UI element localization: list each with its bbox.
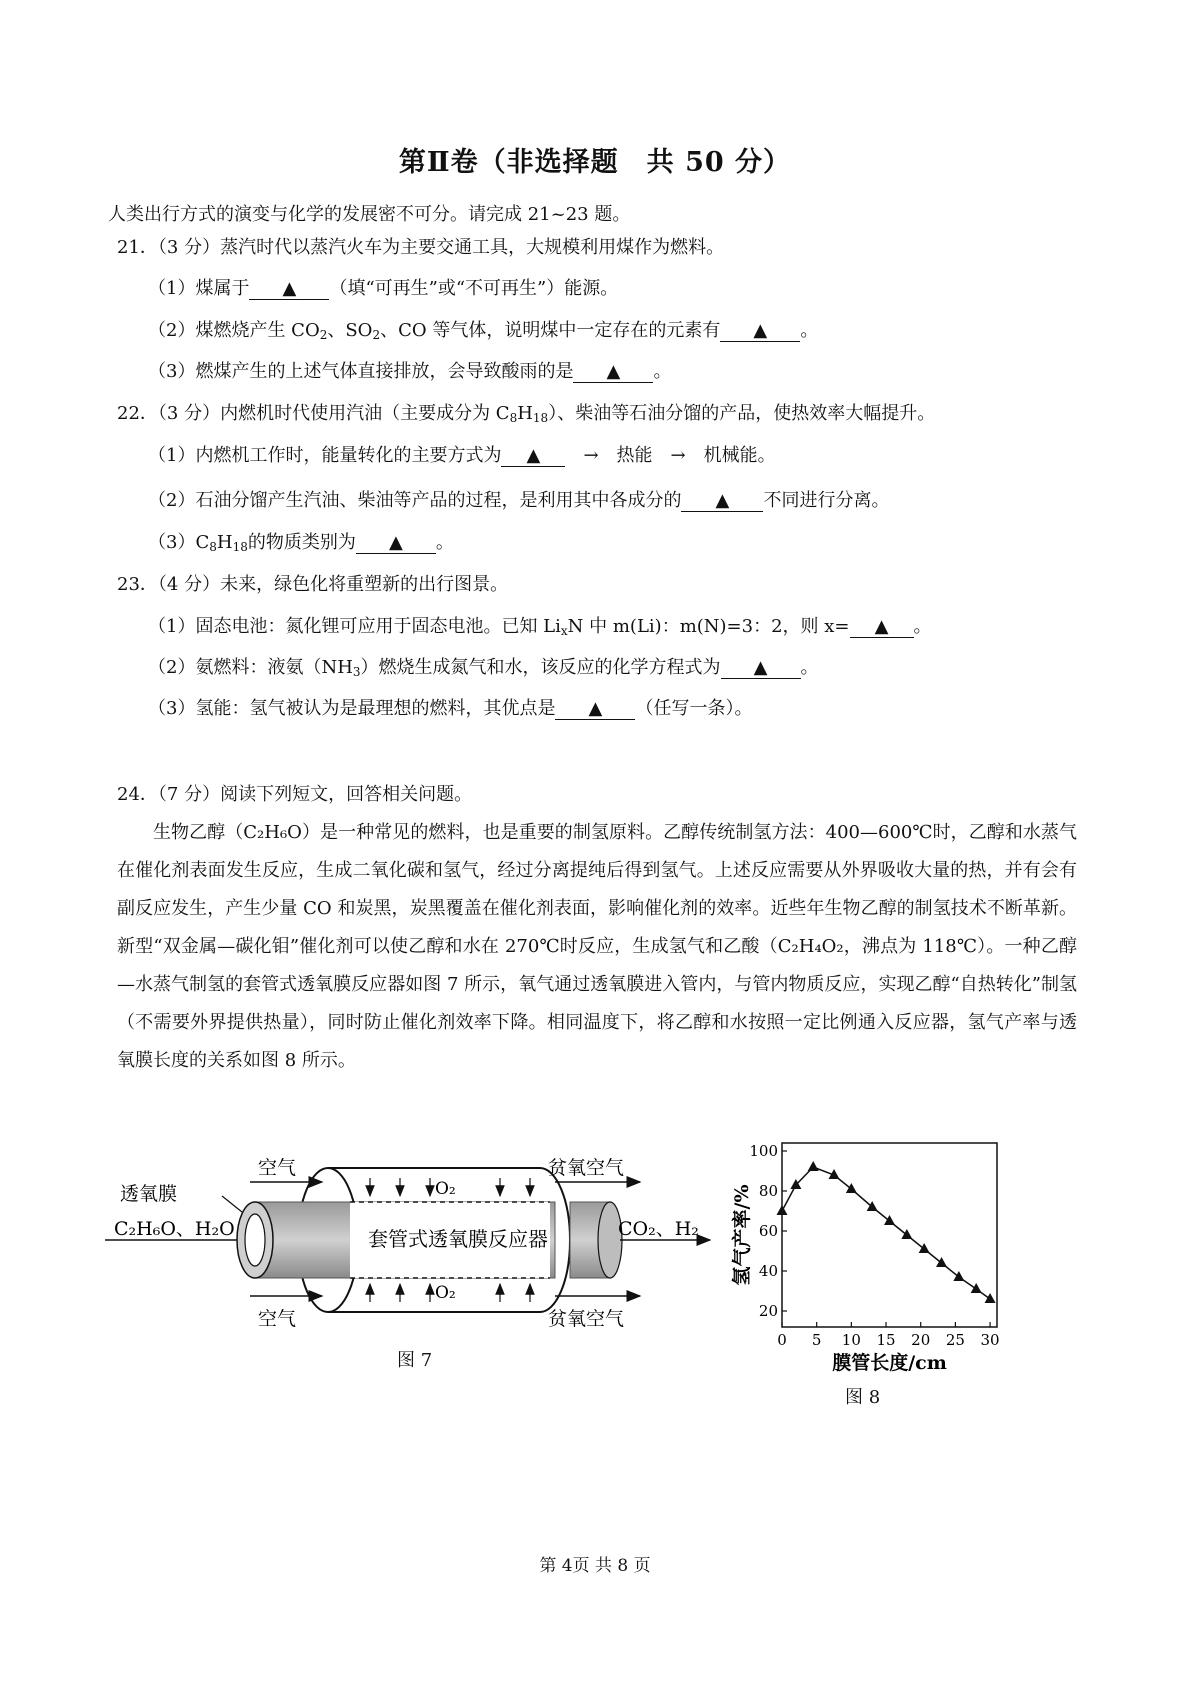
y-axis-label: 氢气产率/% [731, 1184, 753, 1286]
y-tick-label: 60 [758, 1222, 778, 1240]
answer-blank[interactable]: ▲ [555, 699, 635, 720]
q23-sub1: （1）固态电池：氮化锂可应用于固态电池。已知 $Li_xN$ 中 m(Li)：m(N)=3：2，则 x= ▲ 。 [148, 616, 932, 638]
q21-sub2: （2）煤燃烧产生 $CO_2$、$SO_2$、CO 等气体，说明煤中一定存在的元素有 ▲ 。 [148, 320, 819, 342]
data-point [808, 1161, 819, 1171]
y-tick-label: 40 [758, 1262, 778, 1280]
o2-top-label: O₂ [435, 1179, 456, 1199]
x-tick-label: 5 [811, 1331, 822, 1349]
q21-stem: 21．（3 分）蒸汽时代以蒸汽火车为主要交通工具，大规模利用煤作为燃料。 [117, 237, 725, 258]
q24-passage: 生物乙醇（C₂H₆O）是一种常见的燃料，也是重要的制氢原料。乙醇传统制氢方法：400—600℃时，乙醇和水蒸气在催化剂表面发生反应，生成二氧化碳和氢气，经过分离提纯后得到氢气。上述反应需要从外界吸收大量的热，并有会有副反应发生，产生少量 CO 和炭黑，炭黑覆盖在催化剂表面，影响催化剂的效率。近些年生物乙醇的制氢技术不断革新。新型“双金属—碳化钼”催化剂可以使乙醇和水在 270℃时反应，生成氢气和乙酸（C₂H₄O₂，沸点为 118℃）。一种乙醇—水蒸气制氢的套管式透氧膜反应器如图 7 所示，氧气通过透氧膜进入管内，与管内物质反应，实现乙醇“自热转化”制氢（不需要外界提供热量），同时防止催化剂效率下降。相同温度下，将乙醇和水按照一定比例通入反应器，氢气产率与透氧膜长度的关系如图 8 所示。 [117, 822, 1077, 1071]
x-tick-label: 20 [911, 1331, 931, 1349]
air-out-bottom-label: 贫氧空气 [548, 1308, 625, 1330]
x-tick-label: 30 [980, 1331, 1000, 1349]
fig7-reactor-diagram [100, 1150, 720, 1340]
q23-stem: 23．（4 分）未来，绿色化将重塑新的出行图景。 [117, 574, 509, 595]
page-footer: 第 4页 共 8 页 [539, 1556, 651, 1576]
q22-sub2: （2）石油分馏产生汽油、柴油等产品的过程，是利用其中各成分的 ▲ 不同进行分离。 [148, 490, 890, 511]
q23-sub2: （2）氨燃料：液氨$(NH_3)$燃烧生成氮气和水，该反应的化学方程式为 ▲ 。 [148, 657, 819, 679]
answer-blank[interactable]: ▲ [721, 658, 801, 679]
q23-sub3: （3）氢能：氢气被认为是最理想的燃料，其优点是 ▲ （任写一条）。 [148, 698, 753, 719]
answer-blank[interactable]: ▲ [720, 321, 800, 342]
data-point [953, 1271, 964, 1281]
q22-sub1: （1）内燃机工作时，能量转化的主要方式为 ▲ → 热能 → 机械能。 [148, 445, 776, 466]
data-point [777, 1205, 788, 1215]
answer-blank[interactable]: ▲ [501, 446, 565, 467]
q22-stem: 22．（3 分）内燃机时代使用汽油（主要成分为 $C_8H_{18}$）、柴油等石油分馏的产品，使热效率大幅提升。 [117, 403, 936, 425]
data-point [867, 1201, 878, 1211]
air-in-top-label: 空气 [258, 1157, 297, 1179]
fig8-chart [731, 1125, 1055, 1375]
data-point [985, 1293, 996, 1303]
x-tick-label: 25 [945, 1331, 965, 1349]
y-tick-label: 80 [758, 1182, 778, 1200]
intro-text: 人类出行方式的演变与化学的发展密不可分。请完成 21~23 题。 [108, 204, 631, 225]
x-tick-label: 10 [841, 1331, 861, 1349]
product-label: CO₂、H₂ [618, 1218, 699, 1240]
fig8-caption: 图 8 [845, 1387, 881, 1408]
membrane-label: 透氧膜 [120, 1183, 178, 1205]
page-title: 第Ⅱ卷（非选择题 共 50 分） [398, 147, 792, 178]
air-out-top-label: 贫氧空气 [548, 1157, 625, 1179]
data-point [936, 1257, 947, 1267]
x-tick-label: 15 [876, 1331, 896, 1349]
q21-sub1: （1）煤属于 ▲ （填“可再生”或“不可再生”）能源。 [148, 278, 619, 299]
q22-sub3: $(3)C_8H_{18}$的物质类别为 ▲ 。 [148, 532, 454, 554]
answer-blank[interactable]: ▲ [681, 491, 763, 512]
data-point [884, 1215, 895, 1225]
air-in-bottom-label: 空气 [258, 1308, 297, 1330]
o2-bottom-label: O₂ [435, 1283, 456, 1303]
reactor-label: 套管式透氧膜反应器 [368, 1227, 548, 1251]
answer-blank[interactable]: ▲ [249, 279, 329, 300]
x-axis-label: 膜管长度/cm [832, 1352, 947, 1374]
answer-blank[interactable]: ▲ [356, 533, 436, 554]
answer-blank[interactable]: ▲ [850, 617, 914, 638]
y-tick-label: 20 [758, 1302, 778, 1320]
feed-label: C₂H₆O、H₂O [114, 1218, 235, 1240]
y-tick-label: 100 [749, 1142, 778, 1160]
data-point [971, 1283, 982, 1293]
q24-stem: 24．（7 分）阅读下列短文，回答相关问题。 [117, 784, 473, 805]
fig7-caption: 图 7 [397, 1350, 433, 1371]
data-point [919, 1243, 930, 1253]
data-point [846, 1183, 857, 1193]
answer-blank[interactable]: ▲ [573, 362, 653, 383]
q21-sub3: （3）燃煤产生的上述气体直接排放，会导致酸雨的是 ▲ 。 [148, 361, 672, 382]
data-point [901, 1229, 912, 1239]
x-tick-label: 0 [777, 1331, 787, 1349]
